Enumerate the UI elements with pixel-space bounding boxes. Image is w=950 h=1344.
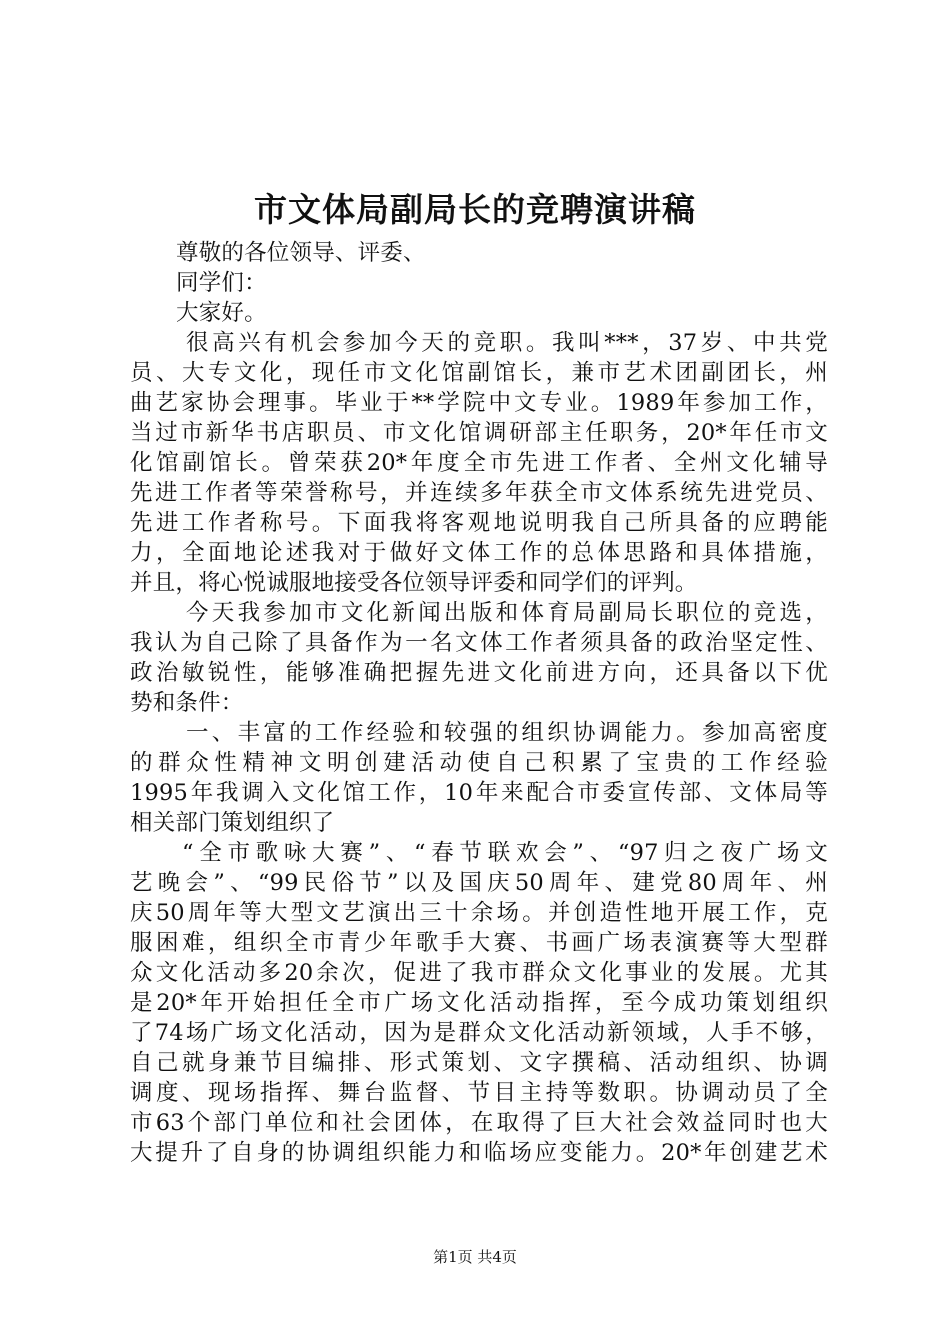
paragraph-line: 当过市新华书店职员、市文化馆调研部主任职务，20*年任市文 <box>130 420 828 446</box>
paragraph-line: 今天我参加市文化新闻出版和体育局副局长职位的竞选， <box>186 600 828 626</box>
paragraph-line: 员、大专文化，现任市文化馆副馆长，兼市艺术团副团长，州 <box>130 360 828 386</box>
document-title: 市文体局副局长的竞聘演讲稿 <box>254 190 696 229</box>
paragraph-line: 市63个部门单位和社会团体，在取得了巨大社会效益同时也大 <box>130 1110 828 1136</box>
paragraph-line: 调度、现场指挥、舞台监督、节目主持等数职。协调动员了全 <box>130 1080 828 1106</box>
paragraph-line: 自己就身兼节目编排、形式策划、文字撰稿、活动组织、协调 <box>130 1050 828 1076</box>
paragraph-line: 大提升了自身的协调组织能力和临场应变能力。20*年创建艺术 <box>130 1140 828 1166</box>
paragraph-line: 1995年我调入文化馆工作，10年来配合市委宣传部、文体局等 <box>130 780 828 806</box>
paragraph-line: 先进工作者等荣誉称号，并连续多年获全市文体系统先进党员、 <box>130 480 828 506</box>
paragraph-line: 曲艺家协会理事。毕业于**学院中文专业。1989年参加工作， <box>130 390 828 416</box>
paragraph-line: 势和条件： <box>130 690 244 716</box>
paragraph-line: 我认为自己除了具备作为一名文体工作者须具备的政治坚定性、 <box>130 630 828 656</box>
page-footer: 第1页 共4页 <box>433 1248 517 1266</box>
paragraph-line: 众文化活动多20余次，促进了我市群众文化事业的发展。尤其 <box>130 960 828 986</box>
document-body <box>130 238 828 1168</box>
paragraph-line: 化馆副馆长。曾荣获20*年度全市先进工作者、全州文化辅导 <box>130 450 828 476</box>
paragraph-line: 了74场广场文化活动，因为是群众文化活动新领域，人手不够， <box>130 1020 828 1046</box>
salutation-line: 尊敬的各位领导、评委、 <box>176 240 426 266</box>
paragraph-line: 很高兴有机会参加今天的竞职。我叫***，37岁、中共党 <box>186 330 828 356</box>
paragraph-line: 服困难，组织全市青少年歌手大赛、书画广场表演赛等大型群 <box>130 930 828 956</box>
greeting-line: 大家好。 <box>176 300 267 326</box>
paragraph-line: 艺晚会”、“99民俗节”以及国庆50周年、建党80周年、州 <box>130 870 828 896</box>
salutation-line: 同学们： <box>176 270 267 296</box>
paragraph-line: 先进工作者称号。下面我将客观地说明我自己所具备的应聘能 <box>130 510 828 536</box>
paragraph-line: 一、丰富的工作经验和较强的组织协调能力。参加高密度 <box>186 720 828 746</box>
paragraph-line: 政治敏锐性，能够准确把握先进文化前进方向，还具备以下优 <box>130 660 828 686</box>
paragraph-line: 力，全面地论述我对于做好文体工作的总体思路和具体措施， <box>130 540 828 566</box>
paragraph-line: “全市歌咏大赛”、“春节联欢会”、“97归之夜广场文 <box>182 840 828 866</box>
paragraph-line: 是20*年开始担任全市广场文化活动指挥，至今成功策划组织 <box>130 990 828 1016</box>
paragraph-line: 相关部门策划组织了 <box>130 810 335 836</box>
paragraph-line: 的群众性精神文明创建活动使自己积累了宝贵的工作经验 <box>130 750 828 776</box>
paragraph-line: 并且，将心悦诚服地接受各位领导评委和同学们的评判。 <box>130 570 698 596</box>
paragraph-line: 庆50周年等大型文艺演出三十余场。并创造性地开展工作，克 <box>130 900 828 926</box>
